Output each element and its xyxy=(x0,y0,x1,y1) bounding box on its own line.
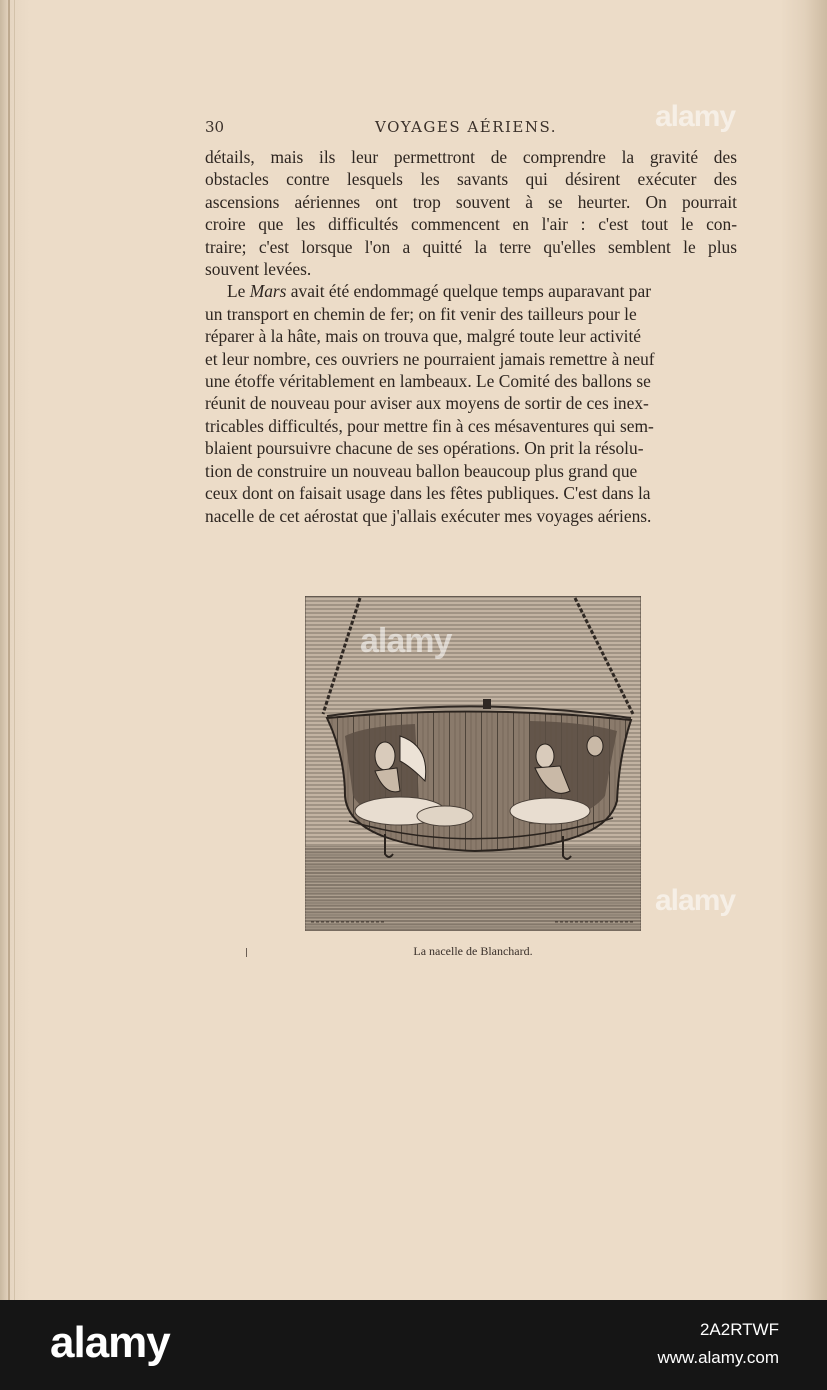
engraving-illustration xyxy=(305,596,641,931)
text-line: tion de construire un nouveau ballon beaucoup plus grand que xyxy=(205,460,638,481)
text-line: une étoffe véritablement en lambeaux. Le Comité des ballons se xyxy=(205,371,651,392)
image-id: 2A2RTWF xyxy=(699,1320,779,1339)
figure-caption: La nacelle de Blanchard. xyxy=(413,944,533,958)
text-line: nacelle de cet aérostat que j'allais exécuter mes voyages aériens. xyxy=(205,505,652,526)
page-fold-line xyxy=(14,0,15,1300)
text-line: souvent levées. xyxy=(205,259,312,280)
page-number: 30 xyxy=(205,118,225,136)
text-line: ceux dont on faisait usage dans les fêtes publiques. C'est dans la xyxy=(205,483,651,504)
watermark: alamy xyxy=(360,622,452,660)
paragraph-2 xyxy=(205,280,737,526)
text-line: et leur nombre, ces ouvriers ne pourraient jamais remettre à neuf xyxy=(205,348,655,369)
text-line: réparer à la hâte, mais on trouva que, malgré toute leur activité xyxy=(205,326,642,347)
text-line: détails, mais ils leur permettront de comprendre la gravité des xyxy=(205,147,737,167)
text-line: réunit de nouveau pour aviser aux moyens de sortir de ces inex- xyxy=(205,393,649,414)
balloon-gondola-engraving xyxy=(305,596,641,931)
text-line: croire que les difficultés commencent en l'air : c'est tout le con- xyxy=(205,214,737,235)
text-line: ascensions aériennes ont trop souvent à se heurter. On pourrait xyxy=(205,191,737,212)
ship-name: Mars xyxy=(249,281,287,302)
paragraph-1 xyxy=(205,146,737,280)
running-title: VOYAGES AÉRIENS. xyxy=(375,118,557,136)
text-lead: Le xyxy=(227,281,246,302)
text-line: tricables difficultés, pour mettre fin à ces mésaventures qui sem- xyxy=(205,415,654,436)
site-url: www.alamy.com xyxy=(657,1348,779,1367)
alamy-logo: alamy xyxy=(50,1318,170,1367)
watermark: alamy xyxy=(655,884,736,917)
margin-mark xyxy=(246,948,247,957)
stock-footer-bar xyxy=(0,1300,827,1390)
text-line: un transport en chemin de fer; on fit venir des tailleurs pour le xyxy=(205,303,637,324)
page-fold-line xyxy=(8,0,10,1300)
text-line: obstacles contre lesquels les savants qui désirent exécuter des xyxy=(205,169,737,190)
text-line: traire; c'est lorsque l'on a quitté la terre qu'elles semblent le plus xyxy=(205,236,737,257)
watermark: alamy xyxy=(655,100,736,133)
text-line: avait été endommagé quelque temps auparavant par xyxy=(290,281,652,302)
body-text xyxy=(205,146,737,527)
text-line: blaient poursuivre chacune de ses opérations. On prit la résolu- xyxy=(205,438,644,459)
